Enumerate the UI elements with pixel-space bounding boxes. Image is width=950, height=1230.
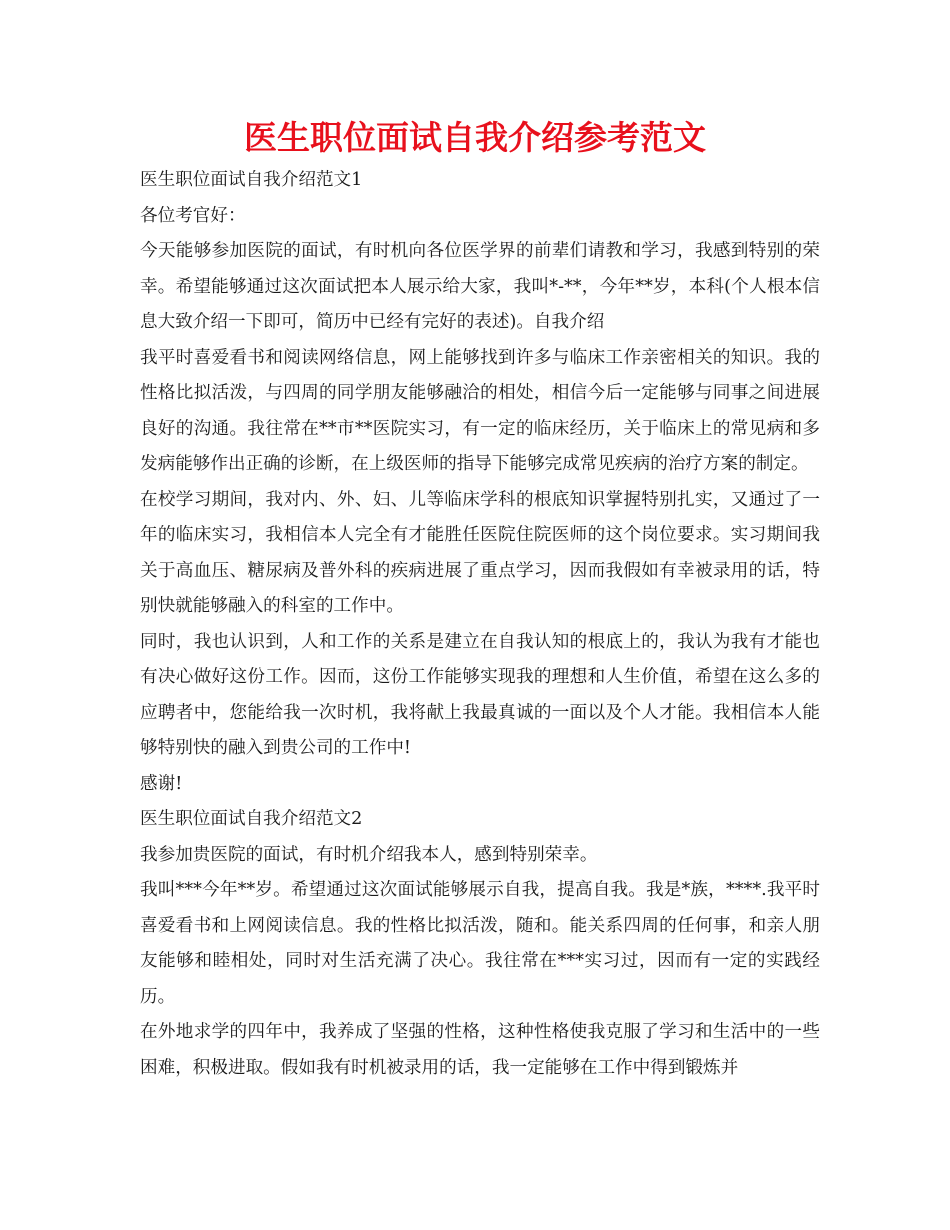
paragraph: 我叫***今年**岁。希望通过这次面试能够展示自我，提高自我。我是*族，****.我平时喜爱看书和上网阅读信息。我的性格比拟活泼，随和。能关系四周的任何事，和亲人朋友能够和睦相处，同时对生活充满了决心。我往常在***实习过，因而有一定的实践经历。	[140, 880, 820, 1007]
paragraph: 我参加贵医院的面试，有时机介绍我本人，感到特别荣幸。	[140, 844, 598, 865]
paragraph: 同时，我也认识到，人和工作的关系是建立在自我认知的根底上的，我认为我有才能也有决心做好这份工作。因而，这份工作能够实现我的理想和人生价值，希望在这么多的应聘者中，您能给我一次时机，我将献上我最真诚的一面以及个人才能。我相信本人能够特别快的融入到贵公司的工作中!	[140, 631, 820, 758]
document-body	[140, 163, 820, 1086]
paragraph: 在外地求学的四年中，我养成了坚强的性格，这种性格使我克服了学习和生活中的一些困难，积极进取。假如我有时机被录用的话，我一定能够在工作中得到锻炼并	[140, 1022, 820, 1078]
closing-thanks: 感谢!	[140, 773, 183, 794]
paragraph: 我平时喜爱看书和阅读网络信息，网上能够找到许多与临床工作亲密相关的知识。我的性格比拟活泼，与四周的同学朋友能够融洽的相处，相信今后一定能够与同事之间进展良好的沟通。我往常在**市**医院实习，有一定的临床经历，关于临床上的常见病和多发病能够作出正确的诊断，在上级医师的指导下能够完成常见疾病的治疗方案的制定。	[140, 347, 820, 474]
document-title: 医生职位面试自我介绍参考范文	[244, 118, 706, 157]
paragraph: 在校学习期间，我对内、外、妇、儿等临床学科的根底知识掌握特别扎实，又通过了一年的临床实习，我相信本人完全有才能胜任医院住院医师的这个岗位要求。实习期间我关于高血压、糖尿病及普外科的疾病进展了重点学习，因而我假如有幸被录用的话，特别快就能够融入的科室的工作中。	[140, 489, 820, 616]
section-heading-2: 医生职位面试自我介绍范文2	[140, 809, 363, 829]
paragraph: 今天能够参加医院的面试，有时机向各位医学界的前辈们请教和学习，我感到特别的荣幸。希望能够通过这次面试把本人展示给大家，我叫*-**，今年**岁，本科(个人根本信息大致介绍一下即可，简历中已经有完好的表述)。自我介绍	[140, 241, 820, 332]
section-heading-1: 医生职位面试自我介绍范文1	[140, 170, 363, 190]
salutation: 各位考官好：	[140, 205, 246, 226]
